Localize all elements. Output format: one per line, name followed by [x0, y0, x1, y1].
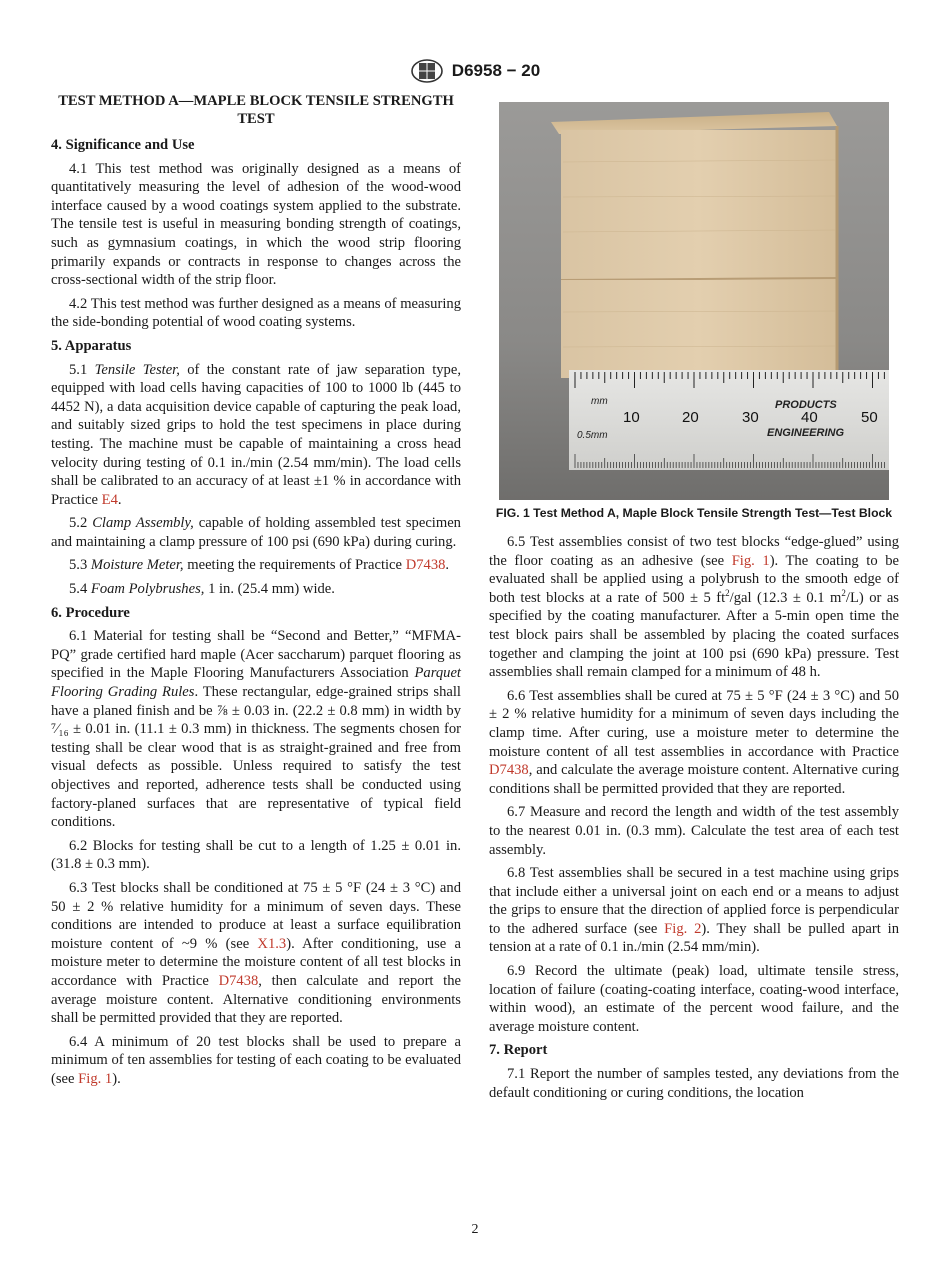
ruler-sub-label: 0.5mm	[577, 430, 608, 441]
para-5-4: 5.4 Foam Polybrushes, 1 in. (25.4 mm) wide.	[69, 581, 335, 598]
ruler-number-20: 20	[682, 409, 699, 426]
para-6-5: 6.5 Test assemblies consist of two test blocks “edge-glued” using the floor coating as an adhesive (see Fig. 1). The coating to be evaluated shall be applied using a polybrush to the smooth edge of both test blocks at a rate of 500 ± 5 $ft^2$/gal (12.3 ± 0.1 $m^2/L$) or as specified by the coating manufacturer. After a 5-min open time the test block pairs shall be assembled by placing the coated surfaces together and clamping the joint at 100 psi (690 kPa) pressure. Test assemblies shall remain clamped for a minimum of 48 h.	[489, 534, 900, 681]
method-title: TEST METHOD A—MAPLE BLOCK TENSILE STRENGTH TEST	[58, 93, 454, 127]
ref-d7438-link[interactable]: D7438	[489, 762, 529, 779]
left-column	[51, 92, 461, 1094]
ref-e4-link[interactable]: E4	[101, 491, 118, 508]
ref-fig1-link[interactable]: Fig. 1	[78, 1070, 113, 1087]
figure-1-caption: FIG. 1 Test Method A, Maple Block Tensile Strength Test—Test Block	[495, 506, 893, 520]
ref-d7438-link[interactable]: D7438	[218, 972, 259, 989]
maple-block-photo	[499, 102, 889, 500]
section-5-heading: 5. Apparatus	[51, 337, 132, 354]
section-7-heading: 7. Report	[489, 1042, 548, 1059]
para-6-6: 6.6 Test assemblies shall be cured at 75 ± 5 °F (24 ± 3 °C) and 50 ± 2 % relative humidity for a minimum of seven days including the clamp time. After curing, use a moisture meter to determine the moisture content of all test assemblies in accordance with Practice D7438, and calculate the average moisture content. Alternative curing conditions shall be permitted provided that they are reported.	[489, 687, 899, 797]
para-6-2: 6.2 Blocks for testing shall be cut to a length of 1.25 ± 0.01 in. (31.8 ± 0.3 mm).	[51, 837, 461, 873]
ruler-number-40: 40	[801, 409, 818, 426]
page-number: 2	[471, 1222, 479, 1237]
ref-d7438-link[interactable]: D7438	[405, 557, 446, 574]
ruler-brand-engineering: ENGINEERING	[767, 427, 845, 439]
document-id: D6958 − 20	[451, 61, 541, 80]
ref-fig1-link[interactable]: Fig. 1	[731, 552, 770, 569]
section-4-heading: 4. Significance and Use	[51, 137, 195, 153]
astm-logo-icon	[410, 58, 444, 84]
para-5-1: 5.1 Tensile Tester, of the constant rate of jaw separation type, equipped with load cells having capacities of 100 to 1000 lb (445 to 4452 N), a data acquisition device capable of capturing the peak load, and suitably sized grips to hold the test specimens in place during testing. The machine must be capable of maintaining a cross head velocity during testing of 0.1 in./min (2.54 mm/min). The load cells shall be calibrated to an accuracy of at least ±1 % in accordance with Practice E4.	[51, 361, 461, 508]
para-6-7: 6.7 Measure and record the length and width of the test assembly to the nearest 0.01 in. (0.3 mm). Calculate the test area of each test assembly.	[489, 804, 899, 858]
para-4-1: 4.1 This test method was originally designed as a means of quantitatively measuring the level of adhesion of the wood-wood interface caused by a wood coatings system applied to the substrate. The tensile test is useful in measuring bonding strength of coatings, such as gymnasium coatings, in which the wood strip flooring primarily expands or contracts in response to changes across the cross-sectional width of the strip floor.	[51, 160, 461, 289]
para-6-1: 6.1 Material for testing shall be “Second and Better,” “MFMA-PQ” grade certified hard maple (Acer saccharum) parquet flooring as specified in the Maple Flooring Manufacturers Association Parquet Flooring Grading Rules. These rectangular, edge-grained strips shall have a planed finish and be ⅞ ± 0.03 in. (22.2 ± 0.8 mm) in width by ⁷⁄₁₆ ± 0.01 in. (11.1 ± 0.3 mm) in thickness. The segments chosen for testing shall be clear wood that is as straight-grained and free from visual defects as possible. Unless required to satisfy the test objectives and reported, adherence tests shall be conducted using factory-planed surfaces that are representative of typical field conditions.	[51, 628, 461, 831]
para-6-4: 6.4 A minimum of 20 test blocks shall be used to prepare a minimum of ten assemblies for testing of each coating to be evaluated (see Fig. 1).	[51, 1033, 461, 1087]
ruler-number-10: 10	[623, 409, 640, 426]
ruler-brand-products: PRODUCTS	[775, 399, 837, 411]
para-6-3: 6.3 Test blocks shall be conditioned at 75 ± 5 °F (24 ± 3 °C) and 50 ± 2 % relative humidity for a minimum of seven days. These conditions are intended to produce at least a surface equilibration moisture content of ~9 % (see X1.3). After conditioning, use a moisture meter to determine the moisture content of all test blocks in accordance with Practice D7438, then calculate and report the average moisture content. Alternative conditioning environments shall be permitted provided that they are reported.	[51, 879, 461, 1027]
para-4-2: 4.2 This test method was further designed as a means of measuring the side-bonding potential of wood coating systems.	[51, 295, 461, 331]
ruler-unit-label: mm	[591, 396, 608, 407]
para-6-8: 6.8 Test assemblies shall be secured in a test machine using grips that include either a universal joint on each end or a means to adjust the grips to ensure that the direction of applied force is perpendicular to the adhered surface (see Fig. 2). They shall be pulled apart in tension at a rate of 0.1 in./min (2.54 mm/min).	[489, 865, 899, 956]
section-6-heading: 6. Procedure	[51, 604, 130, 621]
ruler-number-50: 50	[861, 409, 878, 426]
para-7-1: 7.1 Report the number of samples tested, any deviations from the default conditioning or curing conditions, the location	[489, 1066, 899, 1101]
figure-1	[489, 102, 899, 521]
ruler-number-30: 30	[742, 409, 759, 426]
ref-x1-3-link[interactable]: X1.3	[257, 935, 287, 952]
para-5-3: 5.3 Moisture Meter, meeting the requirements of Practice D7438.	[69, 557, 450, 574]
right-column	[489, 96, 899, 1107]
page-header	[0, 58, 950, 86]
para-5-2: 5.2 Clamp Assembly, capable of holding assembled test specimen and maintaining a clamp pressure of 100 psi (690 kPa) during curing.	[51, 515, 461, 550]
para-6-9: 6.9 Record the ultimate (peak) load, ultimate tensile stress, location of failure (coating-coating interface, coating-wood interface, within wood), an estimate of the percent wood failure, and the average moisture content.	[489, 963, 899, 1035]
ref-fig2-link[interactable]: Fig. 2	[664, 920, 702, 937]
